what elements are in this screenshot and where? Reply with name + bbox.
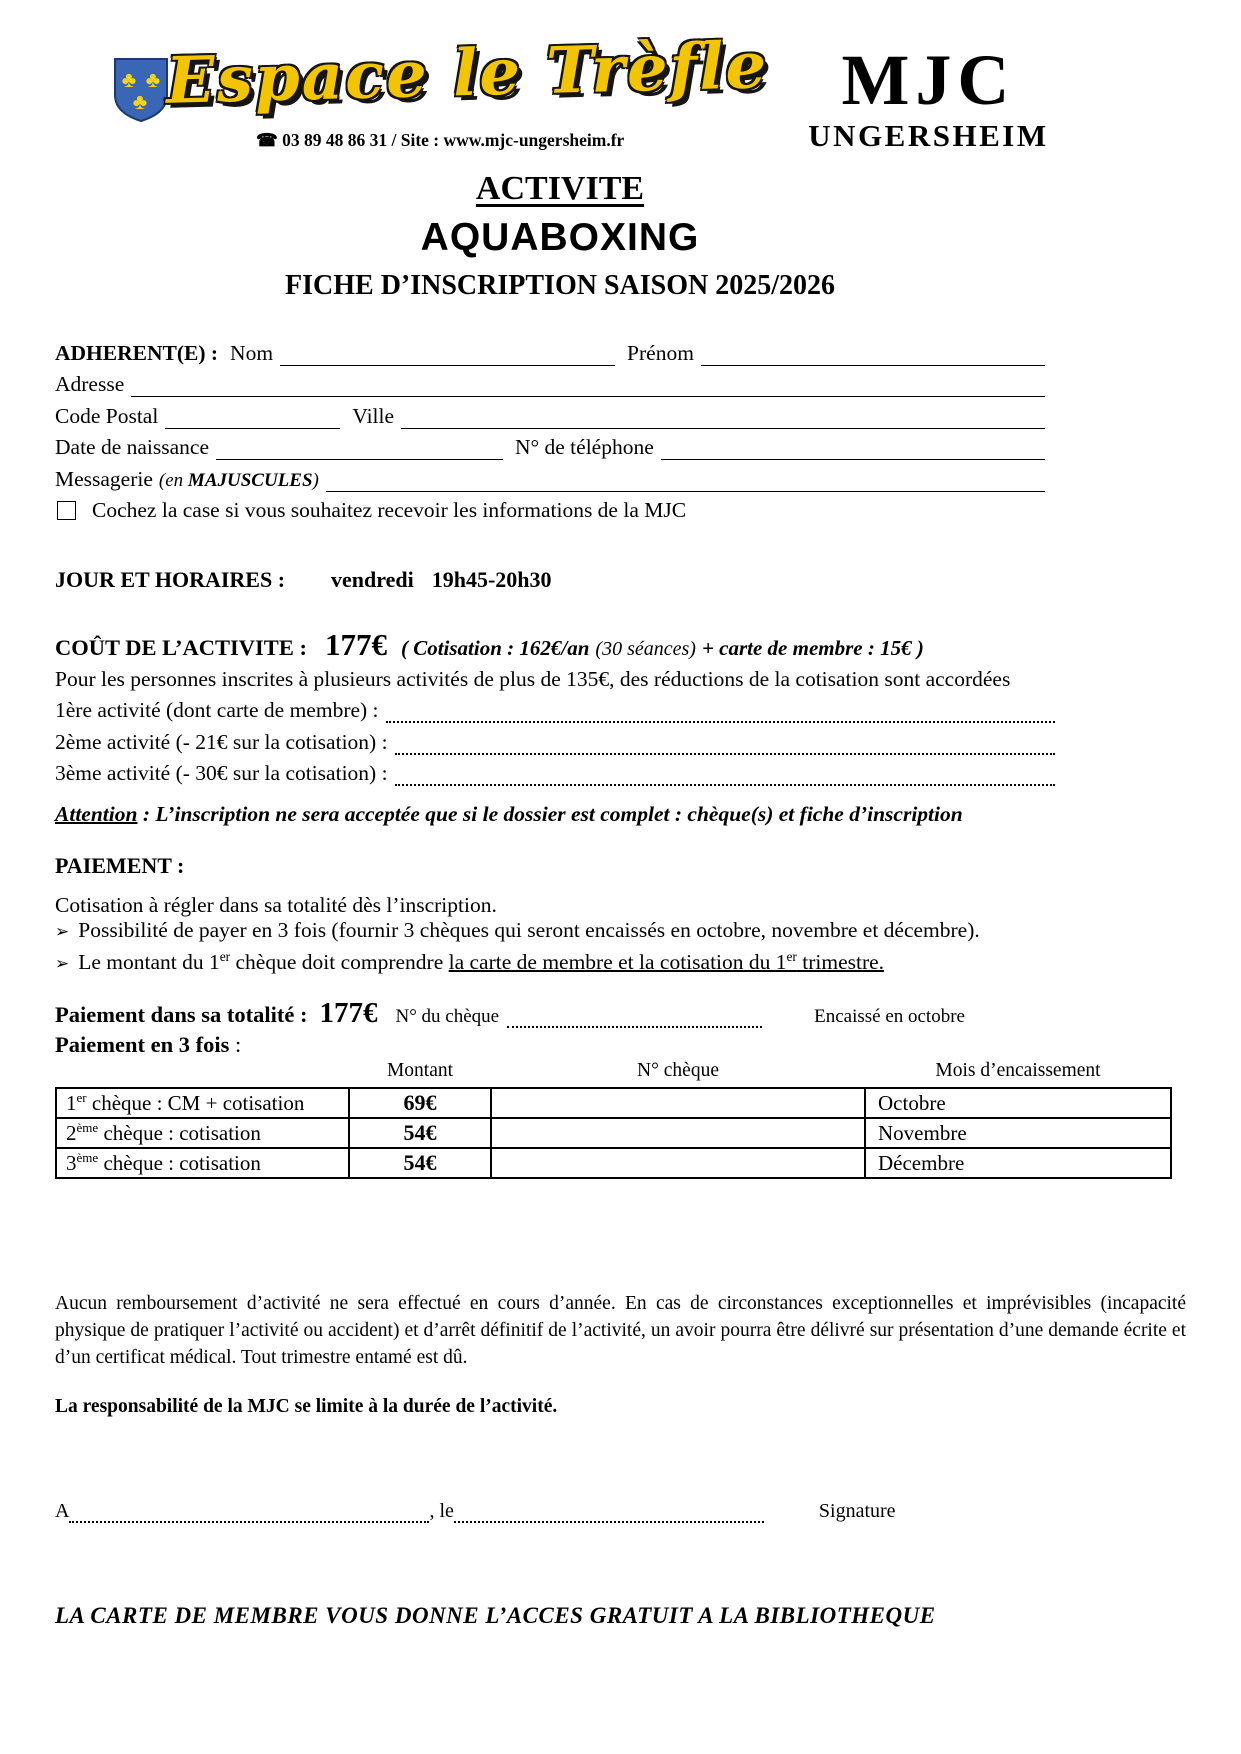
table-corner-blank: [56, 1060, 349, 1088]
logo-wordmark: Espace le Trèfle: [165, 28, 770, 119]
messagerie-blank[interactable]: [326, 469, 1045, 492]
col-header-montant: Montant: [386, 1060, 454, 1081]
arrow-bullet-icon: ➢: [55, 922, 70, 941]
adresse-blank[interactable]: [131, 374, 1045, 397]
address-line: [55, 366, 1045, 398]
ville-blank[interactable]: [401, 406, 1045, 429]
contact-line: ☎ 03 89 48 86 31 / Site : www.mjc-ungersheim.fr: [255, 130, 625, 150]
arrow-bullet-icon: ➢: [55, 953, 70, 973]
clover-shield-icon: [112, 56, 170, 124]
code-postal-blank[interactable]: [165, 406, 340, 429]
schedule-label: JOUR ET HORAIRES :: [55, 566, 286, 592]
name-line: [55, 334, 1045, 366]
row2-cheque-blank[interactable]: [491, 1118, 865, 1148]
adresse-label: Adresse: [55, 372, 125, 396]
org-city: UNGERSHEIM: [808, 118, 1049, 153]
row3-label: 3ème chèque : cotisation: [56, 1148, 349, 1178]
title-block: [55, 170, 1065, 302]
section-title: ACTIVITE: [475, 170, 645, 207]
messagerie-label: Messagerie: [55, 466, 153, 491]
activity1-blank[interactable]: [386, 701, 1055, 723]
prenom-label: Prénom: [627, 340, 694, 365]
org-name: MJC: [841, 40, 1016, 120]
code-postal-label: Code Postal: [55, 403, 159, 428]
col-header-mois: Mois d’encaissement: [935, 1060, 1101, 1081]
svg-text:♣: ♣: [132, 89, 148, 114]
table-row: [56, 1088, 1171, 1118]
payment-intro: Cotisation à régler dans sa totalité dès l’inscription.: [55, 893, 497, 917]
payment-bullet-1: ➢ Possibilité de payer en 3 fois (fournir 3 chèques qui seront encaissés en octobre, novembre et décembre).: [55, 918, 980, 942]
telephone-blank[interactable]: [661, 437, 1045, 460]
city-line: [55, 397, 1045, 429]
row2-amount: 54€: [349, 1118, 491, 1148]
cheque-number-label: N° du chèque: [395, 1006, 500, 1027]
cost-line: [55, 627, 1186, 663]
payment-schedule-table: [55, 1060, 1172, 1179]
email-line: [55, 460, 1045, 492]
activity1-line: [55, 692, 1055, 724]
espace-le-trefle-logo: [112, 28, 770, 151]
cost-detail-1: ( Cotisation : 162€/an: [400, 635, 590, 660]
library-access-note: LA CARTE DE MEMBRE VOUS DONNE L’ACCES GRATUIT A LA BIBLIOTHEQUE: [55, 1602, 936, 1628]
col-header-cheque: N° chèque: [637, 1060, 719, 1081]
full-payment-amount: 177€: [319, 997, 378, 1029]
activity-name: AQUABOXING: [420, 216, 700, 259]
messagerie-note: (en MAJUSCULES): [158, 469, 319, 491]
row3-month: Décembre: [865, 1148, 1171, 1178]
naissance-label: Date de naissance: [55, 435, 210, 459]
activity2-label: 2ème activité (- 21€ sur la cotisation) :: [55, 729, 388, 754]
row2-label: 2ème chèque : cotisation: [56, 1118, 349, 1148]
schedule-time: 19h45-20h30: [431, 566, 552, 592]
cashed-october-note: Encaissé en octobre: [814, 1006, 965, 1027]
mjc-info-checkbox[interactable]: [57, 501, 76, 520]
cost-detail-2: (30 séances): [595, 637, 696, 660]
signature-label: Signature: [818, 1499, 896, 1522]
payment-bullet-2: ➢ Le montant du 1er chèque doit comprendre la carte de membre et la cotisation du 1er trimestre.: [55, 948, 885, 974]
prenom-blank[interactable]: [701, 343, 1045, 366]
activity2-blank[interactable]: [395, 733, 1055, 755]
full-payment-label: Paiement dans sa totalité :: [55, 1002, 308, 1027]
payment-heading: PAIEMENT :: [55, 853, 185, 878]
place-blank[interactable]: [69, 1506, 429, 1523]
schedule-day: vendredi: [331, 566, 414, 592]
birth-phone-line: [55, 429, 1045, 461]
telephone-label: N° de téléphone: [515, 435, 654, 459]
row2-month: Novembre: [865, 1118, 1171, 1148]
cost-label: COÛT DE L’ACTIVITE :: [55, 634, 307, 660]
cost-detail-3: + carte de membre : 15€ ): [701, 635, 924, 660]
row3-cheque-blank[interactable]: [491, 1148, 865, 1178]
mjc-info-checkbox-label: Cochez la case si vous souhaitez recevoir les informations de la MJC: [92, 497, 687, 522]
nom-label: Nom: [230, 340, 274, 365]
responsibility-note: La responsabilité de la MJC se limite à la durée de l’activité.: [55, 1395, 558, 1417]
discount-note: Pour les personnes inscrites à plusieurs activités de plus de 135€, des réductions de la cotisation sont accordées: [55, 666, 1011, 691]
nom-blank[interactable]: [280, 343, 615, 366]
activity3-label: 3ème activité (- 30€ sur la cotisation) :: [55, 761, 388, 785]
svg-text:♣: ♣: [145, 67, 161, 92]
svg-text:♣: ♣: [121, 67, 137, 92]
signature-line: [55, 1500, 1186, 1523]
three-payments-label-line: Paiement en 3 fois :: [55, 1032, 242, 1057]
ville-label: Ville: [352, 403, 395, 428]
naissance-blank[interactable]: [216, 437, 503, 460]
row1-label: 1er chèque : CM + cotisation: [56, 1088, 349, 1118]
attention-note: Attention : L’inscription ne sera acceptée que si le dossier est complet : chèque(s) et fiche d’inscription: [55, 802, 963, 826]
row1-amount: 69€: [349, 1088, 491, 1118]
date-blank[interactable]: [454, 1506, 764, 1523]
table-row: [56, 1118, 1171, 1148]
place-label: A: [55, 1499, 70, 1522]
adherent-section: [55, 334, 1045, 527]
date-label: , le: [429, 1499, 454, 1522]
activity1-label: 1ère activité (dont carte de membre) :: [55, 698, 379, 722]
full-payment-line: [55, 999, 1186, 1028]
table-row: [56, 1148, 1171, 1178]
row3-amount: 54€: [349, 1148, 491, 1178]
refund-policy-paragraph: Aucun remboursement d’activité ne sera effectué en cours d’année. En cas de circonstances exceptionnelles et imprévisibles (incapacité physique de pratiquer l’activité ou accident) et d’arrêt définitif de l’activité, un avoir pourra être délivré sur présentation d’une demande écrite et d’un certificat médical. Tout trimestre entamé est dû.: [55, 1293, 1186, 1368]
attention-word: Attention: [55, 802, 138, 826]
activity3-blank[interactable]: [395, 764, 1055, 786]
page-title: FICHE D’INSCRIPTION SAISON 2025/2026: [285, 270, 835, 301]
mjc-info-optin-row: [55, 494, 1045, 527]
header: [0, 0, 1241, 154]
cheque-number-blank[interactable]: [507, 1010, 762, 1028]
mjc-block: [808, 40, 1049, 154]
row1-cheque-blank[interactable]: [491, 1088, 865, 1118]
cost-amount: 177€: [324, 626, 387, 662]
schedule-line: [55, 567, 1186, 593]
adherent-label: ADHERENT(E) :: [55, 340, 219, 365]
table-header-row: [56, 1060, 1171, 1088]
row1-month: Octobre: [865, 1088, 1171, 1118]
activity3-line: [55, 755, 1055, 787]
activity2-line: [55, 723, 1055, 755]
